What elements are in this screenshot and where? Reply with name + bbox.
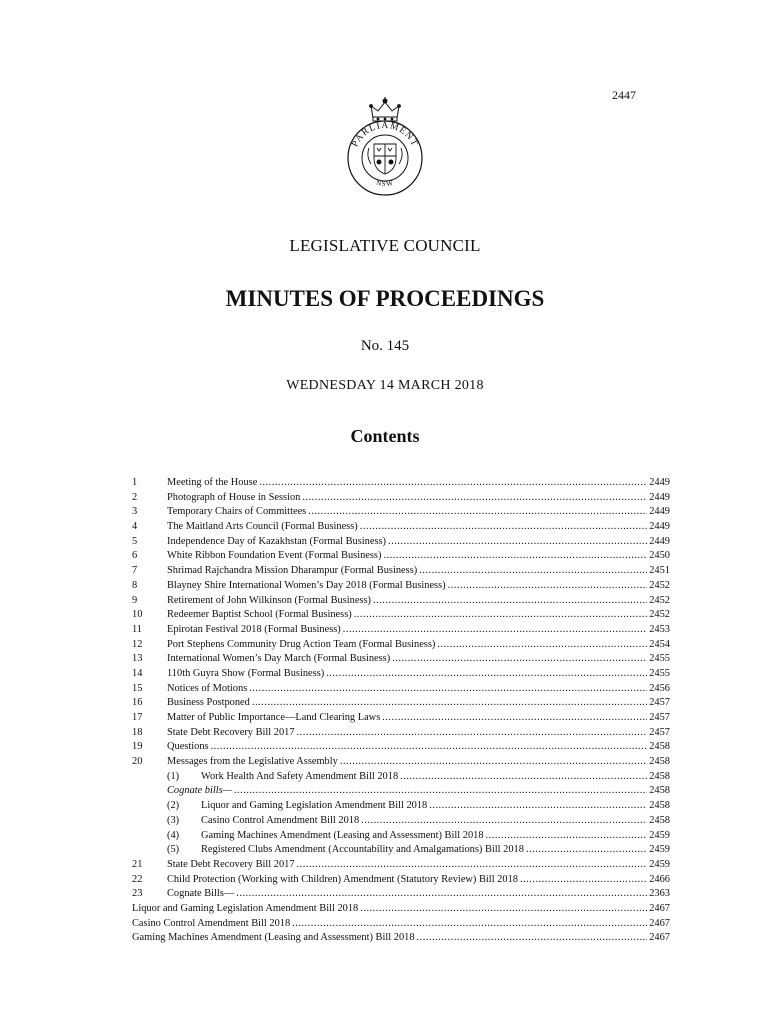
toc-entry[interactable] [132, 917, 670, 932]
toc-entry-number: 18 [132, 726, 143, 738]
toc-entry[interactable] [132, 667, 670, 682]
toc-entry-title: Questions [167, 741, 209, 753]
toc-leader-dots [392, 652, 647, 667]
toc-entry-page: 2363 [649, 888, 670, 900]
toc-entry-subnumber: (4) [167, 829, 180, 841]
toc-entry[interactable] [132, 476, 670, 491]
toc-entry-number: 20 [132, 756, 143, 768]
toc-entry[interactable] [132, 858, 670, 873]
toc-entry-page: 2459 [649, 844, 670, 856]
toc-entry-title: Meeting of the House [167, 477, 258, 488]
toc-leader-dots [292, 917, 647, 932]
toc-entry-title: Gaming Machines Amendment (Leasing and Assessment) Bill 2018 [201, 829, 484, 841]
toc-entry-number: 4 [132, 521, 138, 533]
crest-ring-text: PARLIAMENT [350, 120, 420, 149]
toc-entry-title: Cognate Bills— [167, 888, 235, 900]
document-number: No. 145 [360, 338, 410, 354]
toc-entry-page: 2458 [649, 785, 670, 797]
toc-leader-dots [252, 696, 647, 711]
toc-entry-title: Casino Control Amendment Bill 2018 [132, 917, 291, 929]
toc-entry-page: 2452 [649, 609, 670, 621]
toc-leader-dots [520, 873, 647, 888]
toc-entry[interactable] [132, 638, 670, 653]
toc-entry-title: Retirement of John Wilkinson (Formal Business) [167, 594, 372, 606]
toc-entry[interactable] [132, 887, 670, 902]
toc-entry-number: 16 [132, 697, 143, 709]
crest-inner-text: NSW [375, 178, 395, 189]
toc-entry-page: 2466 [649, 873, 670, 885]
toc-entry[interactable] [132, 784, 670, 799]
toc-entry-number: 19 [132, 741, 143, 753]
toc-entry[interactable] [132, 579, 670, 594]
toc-leader-dots [211, 740, 648, 755]
toc-entry-number: 3 [132, 506, 138, 518]
svg-text:NSW [375, 179, 394, 188]
document-title: MINUTES OF PROCEEDINGS [225, 286, 545, 311]
toc-entry-number: 17 [132, 712, 143, 723]
toc-entry[interactable] [132, 520, 670, 535]
toc-entry-page: 2459 [649, 829, 670, 841]
toc-entry-number: 12 [132, 638, 143, 650]
toc-entry-page: 2449 [649, 477, 670, 488]
toc-leader-dots [419, 564, 647, 579]
toc-entry[interactable] [132, 505, 670, 520]
toc-entry-title: Liquor and Gaming Legislation Amendment Bill 2018 [201, 800, 428, 812]
table-of-contents [132, 476, 670, 946]
toc-entry-subnumber: (3) [167, 814, 180, 826]
toc-entry-page: 2454 [649, 638, 670, 650]
toc-leader-dots [437, 638, 647, 653]
toc-entry[interactable] [132, 696, 670, 711]
toc-entry-title: Liquor and Gaming Legislation Amendment Bill 2018 [132, 902, 359, 914]
toc-entry-number: 22 [132, 873, 143, 885]
toc-leader-dots [326, 667, 647, 682]
toc-entry-number: 21 [132, 858, 143, 870]
toc-entry-page: 2467 [649, 902, 670, 914]
toc-entry[interactable] [132, 682, 670, 697]
toc-entry-title: White Ribbon Foundation Event (Formal Business) [167, 550, 382, 562]
toc-entry-page: 2458 [649, 800, 670, 812]
toc-entry-title: Port Stephens Community Drug Action Team (Formal Business) [167, 638, 436, 650]
toc-entry[interactable] [132, 799, 670, 814]
toc-entry-page: 2457 [649, 726, 670, 738]
toc-entry-title: Independence Day of Kazakhstan (Formal Business) [167, 535, 386, 547]
toc-entry-title: Cognate bills— [167, 785, 232, 797]
toc-entry[interactable] [132, 931, 670, 946]
toc-entry-page: 2459 [649, 858, 670, 870]
toc-entry[interactable] [132, 623, 670, 638]
toc-entry[interactable] [132, 711, 670, 726]
toc-leader-dots [360, 902, 647, 917]
toc-entry[interactable] [132, 608, 670, 623]
toc-entry[interactable] [132, 814, 670, 829]
toc-entry-title: State Debt Recovery Bill 2017 [167, 858, 295, 870]
toc-leader-dots [297, 858, 648, 873]
toc-leader-dots [302, 491, 647, 506]
toc-entry-title: Redeemer Baptist School (Formal Business) [167, 609, 352, 621]
toc-entry-number: 23 [132, 888, 143, 900]
toc-leader-dots [343, 623, 647, 638]
toc-entry-number: 14 [132, 667, 143, 679]
toc-leader-dots [429, 799, 647, 814]
toc-leader-dots [234, 784, 647, 799]
toc-entry-title: Notices of Motions [167, 682, 248, 694]
toc-entry[interactable] [132, 873, 670, 888]
toc-entry-page: 2449 [649, 506, 670, 518]
toc-entry-page: 2452 [649, 594, 670, 606]
toc-entry-title: Temporary Chairs of Committees [167, 506, 307, 518]
toc-entry-title: Casino Control Amendment Bill 2018 [201, 814, 360, 826]
toc-entry-page: 2457 [649, 697, 670, 709]
toc-entry-title: Epirotan Festival 2018 (Formal Business) [167, 623, 341, 635]
toc-entry-title: Work Health And Safety Amendment Bill 2018 [201, 770, 399, 782]
toc-leader-dots [373, 594, 647, 609]
page-number: 2447 [612, 88, 636, 102]
toc-entry-page: 2458 [649, 741, 670, 753]
toc-leader-dots [382, 711, 647, 726]
toc-entry-title: The Maitland Arts Council (Formal Business) [167, 521, 358, 533]
toc-leader-dots [526, 843, 647, 858]
toc-leader-dots [236, 887, 647, 902]
toc-entry[interactable] [132, 726, 670, 741]
toc-entry-page: 2458 [649, 814, 670, 826]
toc-entry[interactable] [132, 652, 670, 667]
toc-entry[interactable] [132, 549, 670, 564]
toc-entry-number: 7 [132, 565, 138, 577]
toc-entry-title: 110th Guyra Show (Formal Business) [167, 667, 325, 679]
toc-entry-page: 2450 [649, 550, 670, 562]
toc-entry-page: 2451 [649, 565, 670, 577]
toc-leader-dots [417, 931, 648, 946]
toc-entry-title: State Debt Recovery Bill 2017 [167, 726, 295, 738]
toc-entry-title: Business Postponed [167, 697, 250, 709]
toc-entry-page: 2467 [649, 917, 670, 929]
toc-entry[interactable] [132, 770, 670, 785]
toc-entry-number: 5 [132, 535, 138, 547]
contents-heading: Contents [350, 426, 420, 446]
toc-leader-dots [354, 608, 648, 623]
toc-entry-title: Shrimad Rajchandra Mission Dharampur (Formal Business) [167, 565, 418, 577]
toc-leader-dots [259, 476, 647, 491]
toc-leader-dots [308, 505, 647, 520]
toc-leader-dots [297, 726, 648, 741]
toc-entry-title: Gaming Machines Amendment (Leasing and Assessment) Bill 2018 [132, 932, 415, 944]
toc-entry-page: 2458 [649, 756, 670, 768]
toc-leader-dots [249, 682, 647, 697]
toc-leader-dots [400, 770, 647, 785]
toc-entry-page: 2449 [649, 521, 670, 533]
toc-entry-title: Blayney Shire International Women’s Day 2018 (Formal Business) [167, 579, 446, 591]
toc-entry-page: 2452 [649, 579, 670, 591]
toc-leader-dots [361, 814, 647, 829]
toc-entry-page: 2449 [649, 491, 670, 503]
toc-entry-number: 10 [132, 609, 143, 621]
toc-leader-dots [448, 579, 648, 594]
toc-entry-number: 15 [132, 682, 143, 694]
toc-leader-dots [340, 755, 647, 770]
toc-entry-page: 2449 [649, 535, 670, 547]
toc-leader-dots [360, 520, 647, 535]
toc-entry-title: Photograph of House in Session [167, 491, 301, 503]
toc-entry-page: 2455 [649, 667, 670, 679]
toc-entry[interactable] [132, 535, 670, 550]
toc-entry[interactable] [132, 740, 670, 755]
toc-entry[interactable] [132, 755, 670, 770]
toc-entry-page: 2456 [649, 682, 670, 694]
toc-entry-number: 6 [132, 550, 138, 562]
toc-entry[interactable] [132, 564, 670, 579]
toc-entry[interactable] [132, 491, 670, 506]
parliament-nsw-crest-icon [343, 96, 427, 198]
toc-entry-number: 11 [132, 623, 143, 635]
toc-entry-title: Child Protection (Working with Children) Amendment (Statutory Review) Bill 2018 [167, 873, 518, 885]
toc-entry-number: 8 [132, 579, 138, 591]
toc-entry-subnumber: (5) [167, 844, 180, 856]
toc-leader-dots [383, 549, 647, 564]
toc-entry-title: Messages from the Legislative Assembly [167, 756, 338, 768]
toc-entry[interactable] [132, 829, 670, 844]
toc-entry[interactable] [132, 843, 670, 858]
toc-entry-page: 2467 [649, 932, 670, 944]
toc-entry[interactable] [132, 594, 670, 609]
toc-entry-title: International Women’s Day March (Formal Business) [167, 653, 391, 665]
toc-entry[interactable] [132, 902, 670, 917]
toc-entry-subnumber: (1) [167, 770, 180, 782]
toc-entry-subnumber: (2) [167, 800, 180, 812]
toc-entry-page: 2453 [649, 623, 670, 635]
toc-entry-number: 9 [132, 594, 138, 606]
toc-leader-dots [388, 535, 647, 550]
toc-entry-title: Matter of Public Importance—Land Clearing Laws [167, 712, 381, 723]
toc-entry-number: 1 [132, 477, 138, 488]
toc-entry-page: 2455 [649, 653, 670, 665]
toc-entry-title: Registered Clubs Amendment (Accountability and Amalgamations) Bill 2018 [201, 844, 524, 856]
chamber-name: LEGISLATIVE COUNCIL [289, 236, 481, 255]
toc-leader-dots [486, 829, 648, 844]
toc-entry-number: 2 [132, 491, 138, 503]
document-date: WEDNESDAY 14 MARCH 2018 [286, 378, 484, 393]
toc-entry-page: 2458 [649, 770, 670, 782]
toc-entry-page: 2457 [649, 712, 670, 723]
toc-entry-number: 13 [132, 653, 143, 665]
